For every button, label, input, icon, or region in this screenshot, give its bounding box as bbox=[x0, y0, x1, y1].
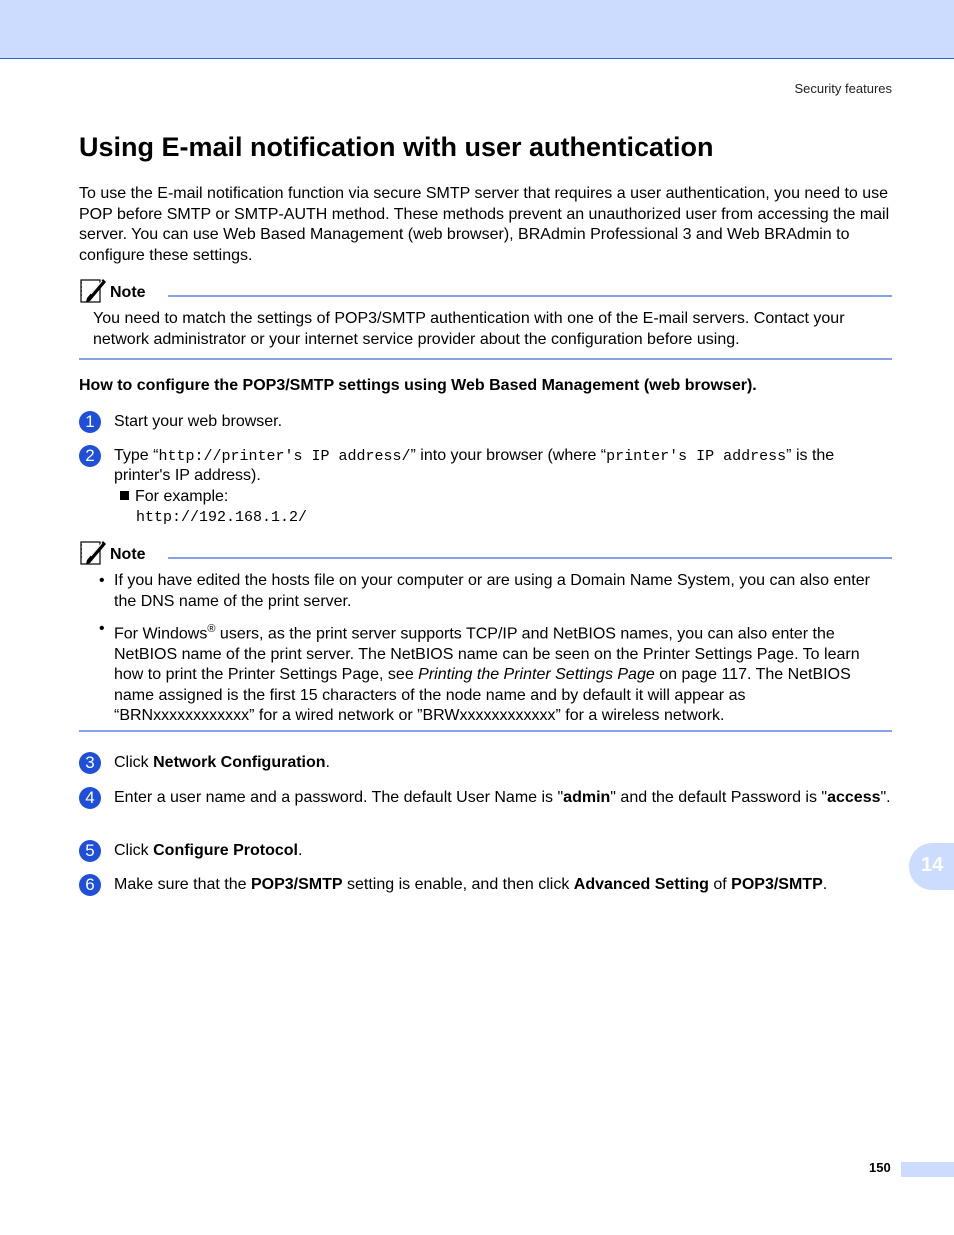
step-number: 5 bbox=[79, 840, 101, 862]
step-text-part: Enter a user name and a password. The default User Name is " bbox=[114, 789, 564, 806]
step-text-part: . bbox=[298, 842, 303, 859]
bullet-text: If you have edited the hosts file on your computer or are using a Domain Name System, you can also enter the DNS name of the print server. bbox=[114, 572, 870, 610]
note-end-divider bbox=[79, 358, 892, 360]
note-label: Note bbox=[110, 546, 146, 563]
default-password: access bbox=[827, 789, 881, 806]
step-text-part: Click bbox=[114, 842, 154, 859]
step-text bbox=[114, 788, 892, 807]
step-text-part: Click bbox=[114, 754, 154, 771]
step-number: 4 bbox=[79, 787, 101, 809]
step-text bbox=[114, 841, 892, 860]
ip-placeholder: printer's IP address bbox=[606, 448, 787, 465]
step-text-part: . bbox=[822, 876, 828, 893]
bullet-text bbox=[114, 619, 889, 727]
step-text: Start your web browser. bbox=[114, 413, 283, 430]
step-text-part: ” into your browser (where “ bbox=[410, 447, 607, 464]
step-text-part: . bbox=[325, 754, 330, 771]
step-text bbox=[114, 446, 892, 485]
example-label: For example: bbox=[135, 488, 229, 505]
step-text-part: ” is the printer's IP address). bbox=[114, 447, 835, 484]
example-url: http://192.168.1.2/ bbox=[136, 509, 308, 526]
intro-paragraph: To use the E-mail notification function via secure SMTP server that requires a user authentication, you need to use POP before SMTP or SMTP-AUTH method. These methods prevent an unauthorized user from accessing the mail server. You can use Web Based Management (web browser), BRAdmin Professional 3 and Web BRAdmin to configure these settings. bbox=[79, 185, 890, 264]
step-text-part: Type “ bbox=[114, 447, 159, 464]
bullet-dot-icon: • bbox=[99, 620, 105, 637]
note-pencil-icon bbox=[79, 538, 107, 566]
registered-mark: ® bbox=[207, 623, 216, 635]
note-divider bbox=[168, 295, 892, 297]
url-template: http://printer's IP address/ bbox=[158, 448, 411, 465]
step-text bbox=[114, 875, 892, 894]
note-header bbox=[79, 538, 892, 568]
chapter-number: 14 bbox=[921, 854, 944, 876]
note-divider bbox=[168, 557, 892, 559]
note-pencil-icon bbox=[79, 276, 107, 304]
procedure-heading: How to configure the POP3/SMTP settings using Web Based Management (web browser). bbox=[79, 377, 757, 394]
step-number: 6 bbox=[79, 874, 101, 896]
note-header bbox=[79, 276, 892, 306]
note-label: Note bbox=[110, 284, 146, 301]
square-bullet-icon bbox=[120, 491, 129, 500]
chapter-tab bbox=[909, 843, 954, 890]
ui-term: Configure Protocol bbox=[153, 842, 298, 859]
note-text: You need to match the settings of POP3/SMTP authentication with one of the E-mail servers. Contact your network administrator or your internet service provider about the configuration before using. bbox=[93, 310, 845, 348]
bullet-text-part: users, as the print server supports TCP/IP and NetBIOS names, you can also enter the NetBIOS name of the print server. The NetBIOS name can be seen on the Printer Settings Page. To learn how to print the Printer Settings Page, see bbox=[114, 625, 860, 684]
ui-term: Network Configuration bbox=[153, 754, 326, 771]
step-text-part: setting is enable, and then click bbox=[342, 876, 574, 893]
bullet-text-part: For Windows bbox=[114, 625, 208, 643]
step-text-part: of bbox=[708, 876, 732, 893]
section-title: Security features bbox=[794, 81, 892, 96]
step-number: 3 bbox=[79, 752, 101, 774]
example-item bbox=[120, 488, 228, 506]
ui-term: POP3/SMTP bbox=[731, 876, 823, 893]
header-bar bbox=[0, 0, 954, 59]
page-title: Using E-mail notification with user authentication bbox=[79, 132, 714, 162]
default-username: admin bbox=[563, 789, 611, 806]
cross-reference: Printing the Printer Settings Page bbox=[418, 666, 655, 684]
step-text bbox=[114, 753, 892, 772]
note-end-divider bbox=[79, 730, 892, 732]
bullet-text-part: on page 117. The NetBIOS name assigned is the first 15 characters of the node name and by default it will appear as “BRNxxxxxxxxxxxx” for a wired network or ”BRWxxxxxxxxxxxx” for a wireless network. bbox=[114, 666, 851, 725]
step-number: 1 bbox=[79, 411, 101, 433]
ui-term: Advanced Setting bbox=[573, 876, 709, 893]
footer-bar bbox=[901, 1162, 954, 1177]
step-number: 2 bbox=[79, 445, 101, 467]
step-text-part: " and the default Password is " bbox=[610, 789, 828, 806]
ui-term: POP3/SMTP bbox=[250, 876, 343, 893]
step-text-part: ". bbox=[880, 789, 891, 806]
step-text-part: Make sure that the bbox=[114, 876, 251, 893]
bullet-dot-icon: • bbox=[99, 572, 105, 589]
page-number: 150 bbox=[869, 1160, 891, 1175]
